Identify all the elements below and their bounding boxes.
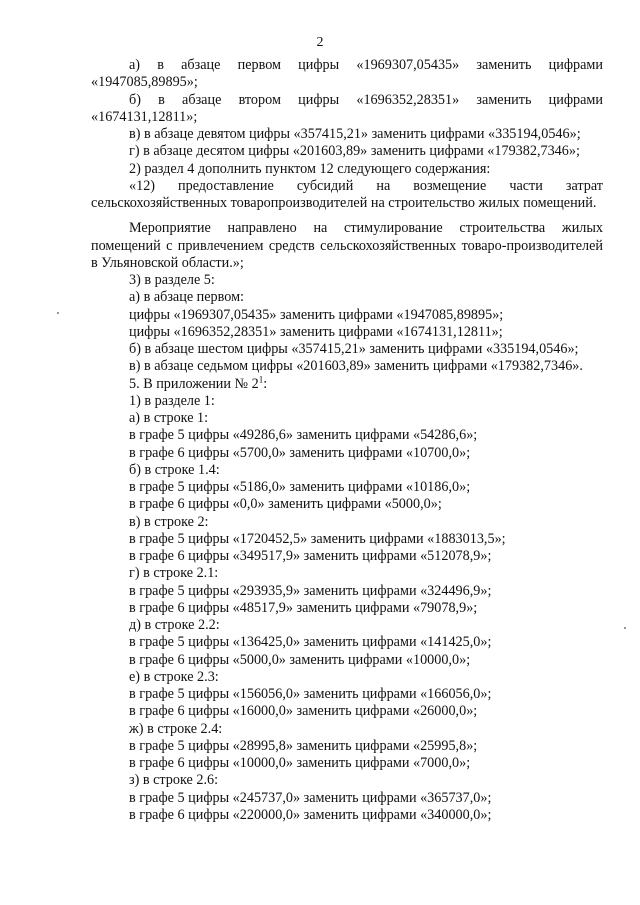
paragraph-text: в графе 5 цифры «5186,0» заменить цифрами «10186,0»;	[129, 479, 471, 495]
paragraph-text: в графе 6 цифры «48517,9» заменить цифрами «79078,9»;	[129, 599, 478, 616]
scan-speck	[57, 312, 59, 314]
paragraph-text: в графе 5 цифры «28995,8» заменить цифрами «25995,8»;	[129, 737, 478, 754]
paragraph	[91, 652, 603, 669]
paragraph	[91, 445, 603, 462]
paragraph	[91, 531, 603, 548]
paragraph-text: «12) предоставление субсидий на возмещение части затрат сельскохозяйственных товаропроизводителей на строительство жилых помещений.	[91, 177, 603, 211]
paragraph	[91, 669, 603, 686]
paragraph	[91, 686, 603, 703]
paragraph-text: в графе 6 цифры «349517,9» заменить цифрами «512078,9»;	[129, 548, 492, 564]
paragraph-text: в графе 6 цифры «220000,0» заменить цифрами «340000,0»;	[129, 806, 492, 823]
paragraph	[91, 479, 603, 496]
paragraph-text: в графе 6 цифры «0,0» заменить цифрами «5000,0»;	[129, 496, 442, 513]
paragraph	[91, 393, 603, 410]
paragraph	[91, 548, 603, 565]
document-body	[91, 57, 603, 824]
paragraph-text: в графе 5 цифры «156056,0» заменить цифрами «166056,0»;	[129, 686, 492, 702]
paragraph-text: в графе 6 цифры «5700,0» заменить цифрами «10700,0»;	[129, 444, 471, 461]
paragraph-text: г) в строке 2.1:	[129, 565, 219, 582]
paragraph	[91, 373, 603, 393]
paragraph	[91, 358, 603, 375]
paragraph-text: 5. В приложении № 2	[129, 375, 259, 392]
paragraph	[91, 514, 603, 531]
paragraph-text: в графе 5 цифры «293935,9» заменить цифрами «324496,9»;	[129, 582, 492, 599]
paragraph-text: б) в абзаце втором цифры «1696352,28351» заменить цифрами «1674131,12811»;	[91, 91, 603, 125]
paragraph-text: б) в строке 1.4:	[129, 461, 220, 478]
paragraph	[91, 634, 603, 651]
paragraph	[91, 289, 603, 306]
paragraph-text: е) в строке 2.3:	[129, 668, 219, 685]
paragraph-text: 3) в разделе 5:	[129, 272, 215, 288]
paragraph-text: в) в абзаце девятом цифры «357415,21» заменить цифрами «335194,0546»;	[129, 126, 581, 142]
paragraph	[91, 496, 603, 513]
paragraph-text: 2) раздел 4 дополнить пунктом 12 следующего содержания:	[129, 160, 491, 177]
paragraph	[91, 772, 603, 789]
paragraph-text: д) в строке 2.2:	[129, 617, 220, 633]
scan-speck	[624, 627, 626, 629]
paragraph-text: в графе 5 цифры «136425,0» заменить цифрами «141425,0»;	[129, 634, 492, 651]
paragraph-text: Мероприятие направлено на стимулирование строительства жилых помещений с привлечением средств сельскохозяйственных товаро-производителей в Ульяновской области.»;	[91, 220, 603, 271]
paragraph	[91, 410, 603, 427]
paragraph-text: а) в абзаце первом:	[129, 289, 244, 306]
paragraph	[91, 272, 603, 289]
paragraph	[91, 703, 603, 720]
paragraph	[91, 341, 603, 358]
paragraph	[91, 57, 603, 92]
paragraph-text: в графе 6 цифры «5000,0» заменить цифрами «10000,0»;	[129, 651, 471, 668]
paragraph	[91, 565, 603, 582]
paragraph	[91, 220, 603, 272]
superscript: 1	[258, 373, 264, 384]
paragraph-text: 1) в разделе 1:	[129, 392, 215, 409]
paragraph-text: в) в абзаце седьмом цифры «201603,89» заменить цифрами «179382,7346».	[129, 358, 583, 375]
paragraph-text: а) в абзаце первом цифры «1969307,05435» заменить цифрами «1947085,89895»;	[91, 57, 603, 91]
paragraph-text: в графе 5 цифры «245737,0» заменить цифрами «365737,0»;	[129, 789, 492, 806]
paragraph	[91, 324, 603, 341]
paragraph-text: б) в абзаце шестом цифры «357415,21» заменить цифрами «335194,0546»;	[129, 341, 579, 357]
paragraph-text: в графе 6 цифры «16000,0» заменить цифрами «26000,0»;	[129, 703, 478, 720]
paragraph	[91, 178, 603, 213]
paragraph-text: г) в абзаце десятом цифры «201603,89» заменить цифрами «179382,7346»;	[129, 143, 580, 160]
paragraph	[91, 427, 603, 444]
paragraph-tail: :	[263, 375, 268, 392]
paragraph-text: в графе 5 цифры «49286,6» заменить цифрами «54286,6»;	[129, 427, 478, 444]
paragraph	[91, 807, 603, 824]
paragraph-text: а) в строке 1:	[129, 410, 209, 426]
page-number: 2	[316, 35, 324, 50]
paragraph-text: цифры «1969307,05435» заменить цифрами «1947085,89895»;	[129, 306, 504, 323]
paragraph-text: в графе 6 цифры «10000,0» заменить цифрами «7000,0»;	[129, 755, 471, 771]
paragraph-text: в) в строке 2:	[129, 513, 209, 530]
paragraph	[91, 738, 603, 755]
paragraph	[91, 126, 603, 143]
paragraph	[91, 790, 603, 807]
paragraph	[91, 617, 603, 634]
paragraph	[91, 583, 603, 600]
paragraph-text: з) в строке 2.6:	[129, 772, 219, 789]
paragraph-text: в графе 5 цифры «1720452,5» заменить цифрами «1883013,5»;	[129, 530, 506, 547]
paragraph	[91, 462, 603, 479]
paragraph	[91, 721, 603, 738]
paragraph-text: цифры «1696352,28351» заменить цифрами «1674131,12811»;	[129, 323, 503, 340]
paragraph	[91, 161, 603, 178]
paragraph	[91, 143, 603, 160]
paragraph	[91, 755, 603, 772]
paragraph	[91, 307, 603, 324]
paragraph	[91, 600, 603, 617]
paragraph	[91, 92, 603, 127]
paragraph-text: ж) в строке 2.4:	[129, 720, 223, 737]
